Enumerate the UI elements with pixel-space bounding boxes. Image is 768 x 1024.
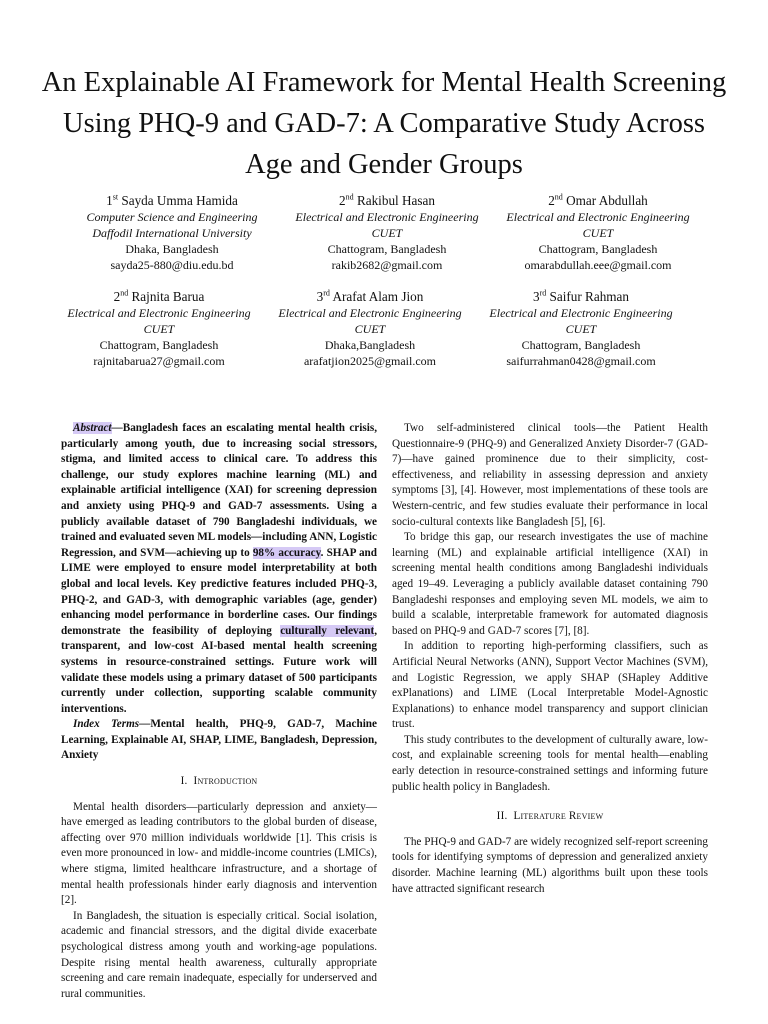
right-column [392, 421, 708, 897]
author-name: 1st Sayda Umma Hamida [106, 192, 238, 208]
author-institution: CUET [371, 226, 403, 240]
author-institution: CUET [143, 322, 175, 336]
author-email: sayda25-880@diu.edu.bd [110, 258, 234, 272]
author-department: Electrical and Electronic Engineering [506, 210, 690, 224]
author-location: Chattogram, Bangladesh [99, 338, 219, 352]
author-department: Computer Science and Engineering [86, 210, 258, 224]
abstract-label: Abstract [73, 422, 112, 434]
author-department: Electrical and Electronic Engineering [278, 306, 462, 320]
author-block [466, 288, 696, 369]
author-block [57, 192, 287, 273]
author-email: omarabdullah.eee@gmail.com [524, 258, 672, 272]
author-location: Chattogram, Bangladesh [538, 242, 658, 256]
left-column [61, 421, 377, 1002]
author-institution: CUET [565, 322, 597, 336]
author-name: 2nd Omar Abdullah [548, 192, 648, 208]
abstract: Abstract—Bangladesh faces an escalating mental health crisis, particularly among youth, due to increasing social stressors, stigma, and limited access to clinical care. To address this challenge, our study explores machine learning (ML) and explainable artificial intelligence (XAI) for screening depression and anxiety using PHQ-9 and GAD-7 assessments. Using a publicly available dataset of 790 Bangladeshi individuals, we trained and evaluated seven ML models—including ANN, Logistic Regression, and SVM—achieving up to 98% accuracy. SHAP and LIME were employed to ensure model interpretability at both global and local levels. Key predictive features included PHQ-3, PHQ-2, and GAD-3, with demographic variables (age, gender) enhancing model performance in borderline cases. Our findings demonstrate the feasibility of deploying culturally relevant, transparent, and low-cost AI-based mental health screening systems in resource-constrained settings. Future work will validate these models using a primary dataset of 500 participants currently under collection, supporting scalable community interventions. [61, 422, 377, 715]
author-name: 3rd Arafat Alam Jion [316, 288, 424, 304]
author-institution: Daffodil International University [92, 226, 252, 240]
author-location: Chattogram, Bangladesh [521, 338, 641, 352]
author-block [44, 288, 274, 369]
body-paragraph: This study contributes to the development of culturally aware, low-cost, and explainable screening tools for mental health—enabling early detection in resource-constrained settings and informing future public health policy in Bangladesh. [392, 733, 708, 793]
author-email: rajnitabarua27@gmail.com [93, 354, 225, 368]
author-email: arafatjion2025@gmail.com [303, 354, 436, 368]
author-department: Electrical and Electronic Engineering [295, 210, 479, 224]
body-paragraph: To bridge this gap, our research investigates the use of machine learning (ML) and explainable artificial intelligence (XAI) in screening mental health conditions among Bangladeshi individuals aged 19–49. Leveraging a publicly available dataset containing 790 Bangladeshi responses and employing seven ML models, we aim to build a scalable, interpretable framework for automated diagnosis based on PHQ-9 and GAD-7 scores [7], [8]. [392, 531, 708, 637]
index-terms-label: Index Terms [73, 718, 140, 731]
literature-paragraph: The PHQ-9 and GAD-7 are widely recognized self-report screening tools for identifying symptoms of depression and generalized anxiety disorder. Machine learning (ML) algorithms built upon these tools have attracted significant research [392, 835, 708, 895]
author-department: Electrical and Electronic Engineering [67, 306, 251, 320]
section-heading-introduction: I. Introduction [180, 775, 258, 788]
author-department: Electrical and Electronic Engineering [489, 306, 673, 320]
author-block [272, 192, 502, 273]
author-location: Chattogram, Bangladesh [327, 242, 447, 256]
author-block [483, 192, 713, 273]
author-location: Dhaka, Bangladesh [125, 242, 219, 256]
author-name: 2nd Rakibul Hasan [339, 192, 435, 208]
intro-paragraph: In Bangladesh, the situation is especially critical. Social isolation, academic and financial stressors, and the digital divide exacerbate psychological distress among youth and working-age populations. Despite rising mental health awareness, culturally appropriate screening and care remain inadequate, especially for underserved and rural communities. [61, 909, 377, 1000]
author-institution: CUET [582, 226, 614, 240]
author-institution: CUET [354, 322, 386, 336]
body-paragraph: In addition to reporting high-performing classifiers, such as Artificial Neural Networks (ANN), Support Vector Machines (SVM), and Logistic Regression, we apply SHAP (SHapley Additive exPlanations) and LIME (Local Interpretable Model-Agnostic Explanations) to enhance model transparency and support clinician trust. [392, 640, 708, 731]
author-email: saifurrahman0428@gmail.com [506, 354, 656, 368]
highlight-accuracy: 98% accuracy [252, 546, 321, 559]
author-name: 3rd Saifur Rahman [532, 288, 630, 304]
section-heading-literature-review: II. Literature Review [496, 810, 604, 823]
index-terms: Index Terms—Mental health, PHQ-9, GAD-7, Machine Learning, Explainable AI, SHAP, LIME, Bangladesh, Depression, Anxiety [61, 718, 377, 762]
author-name: 2nd Rajnita Barua [113, 288, 205, 304]
highlight-culturally-relevant: culturally relevant [280, 624, 375, 637]
author-block [255, 288, 485, 369]
intro-paragraph: Mental health disorders—particularly depression and anxiety—have emerged as leading contributors to the global burden of disease, affecting over 970 million individuals worldwide [1]. This crisis is even more pronounced in low- and middle-income countries (LMICs), where stigma, limited healthcare infrastructure, and a shortage of mental health professionals hinder early diagnosis and intervention [2]. [61, 800, 377, 907]
author-location: Dhaka,Bangladesh [324, 338, 416, 352]
author-email: rakib2682@gmail.com [331, 258, 443, 272]
paper-title: An Explainable AI Framework for Mental Health Screening Using PHQ-9 and GAD-7: A Comparative Study Across Age and Gender Groups [41, 67, 727, 180]
body-paragraph: Two self-administered clinical tools—the Patient Health Questionnaire-9 (PHQ-9) and Generalized Anxiety Disorder-7 (GAD-7)—have gained prominence due to their simplicity, cost-effectiveness, and reliability in assessing depression and anxiety symptoms [3], [4]. However, most implementations of these tools are Western-centric, and few studies evaluate their performance in local socio-cultural contexts like Bangladesh [5], [6]. [392, 422, 708, 528]
